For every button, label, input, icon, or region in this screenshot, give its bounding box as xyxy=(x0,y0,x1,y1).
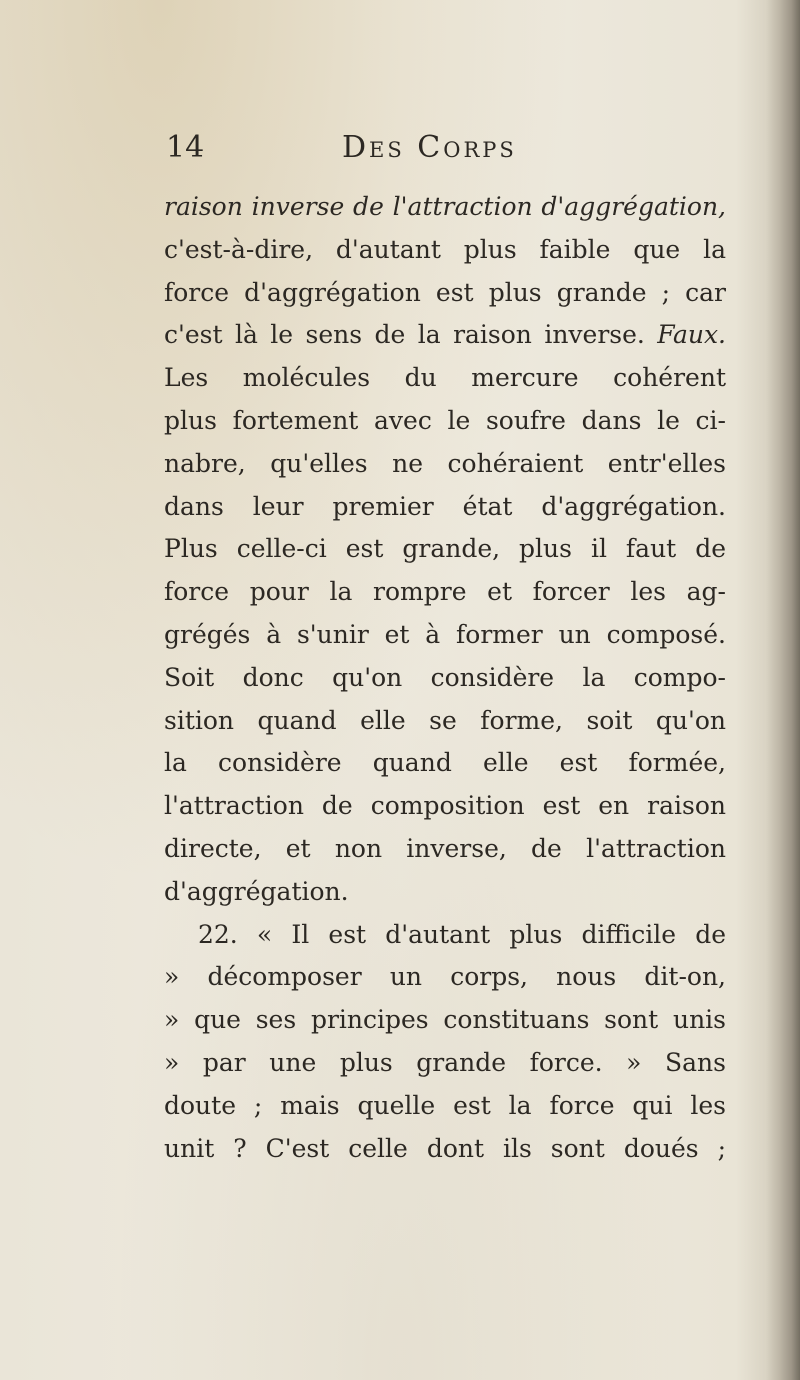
text-line: 22. « Il est d'autant plus difficile de xyxy=(198,919,726,949)
page-number: 14 xyxy=(166,130,205,165)
text-line: plus fortement avec le soufre dans le ci- xyxy=(164,405,726,435)
text-line xyxy=(164,314,726,357)
text-line: l'attraction de composition est en raison xyxy=(164,791,726,821)
emphasis-faux: Faux. xyxy=(657,320,726,350)
text-line: force d'aggrégation est plus grande ; car xyxy=(164,277,726,307)
text-line: » que ses principes constituans sont unis xyxy=(164,1005,726,1035)
text-line: force pour la rompre et forcer les ag- xyxy=(164,577,726,607)
page-header xyxy=(166,128,726,174)
text-line-part: c'est là le sens de la raison inverse. xyxy=(164,320,658,350)
text-line: » décomposer un corps, nous dit-on, xyxy=(164,962,726,992)
body-text xyxy=(164,186,726,1170)
text-line: doute ; mais quelle est la force qui les xyxy=(164,1090,726,1120)
text-line: directe, et non inverse, de l'attraction xyxy=(164,833,726,863)
page-edge-shadow xyxy=(766,0,800,1380)
text-line: d'aggrégation. xyxy=(164,876,349,906)
text-line: c'est-à-dire, d'autant plus faible que la xyxy=(164,234,726,264)
text-line: Plus celle-ci est grande, plus il faut de xyxy=(164,534,726,564)
text-line: Soit donc qu'on considère la compo- xyxy=(164,662,726,692)
text-line: nabre, qu'elles ne cohéraient entr'elles xyxy=(164,448,726,478)
text-line: dans leur premier état d'aggrégation. xyxy=(164,491,726,521)
running-title: Des Corps xyxy=(342,130,517,165)
text-line: unit ? C'est celle dont ils sont doués ; xyxy=(164,1133,726,1163)
text-line: sition quand elle se forme, soit qu'on xyxy=(164,705,726,735)
text-line: grégés à s'unir et à former un composé. xyxy=(164,619,726,649)
text-line: Les molécules du mercure cohérent xyxy=(164,363,726,393)
text-line: la considère quand elle est formée, xyxy=(164,748,726,778)
text-line: » par une plus grande force. » Sans xyxy=(164,1047,726,1077)
text-line: raison inverse de l'attraction d'aggrégation, xyxy=(164,192,726,221)
